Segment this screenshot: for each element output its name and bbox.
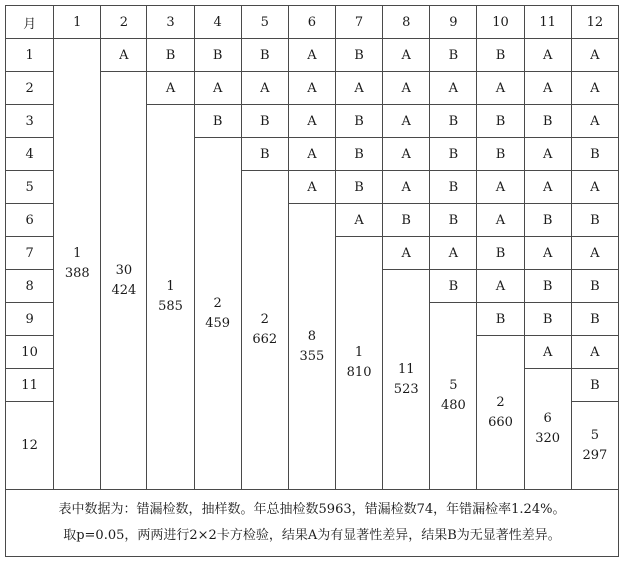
comparison-cell: B bbox=[571, 369, 618, 402]
comparison-cell: A bbox=[336, 204, 383, 237]
comparison-cell: B bbox=[241, 39, 288, 72]
missed-count: 1 bbox=[166, 279, 175, 294]
month-header-6: 6 bbox=[288, 6, 335, 39]
comparison-cell: B bbox=[430, 270, 477, 303]
month-header-4: 4 bbox=[194, 6, 241, 39]
diagonal-cell-month-8 bbox=[383, 270, 430, 490]
row-label-1: 1 bbox=[6, 39, 54, 72]
diagonal-cell-month-1 bbox=[54, 39, 101, 490]
comparison-cell: B bbox=[477, 39, 524, 72]
comparison-cell: A bbox=[288, 72, 335, 105]
sample-count: 388 bbox=[64, 266, 90, 281]
comparison-cell: A bbox=[571, 336, 618, 369]
comparison-cell: A bbox=[477, 72, 524, 105]
month-header-10: 10 bbox=[477, 6, 524, 39]
month-header-11: 11 bbox=[524, 6, 571, 39]
comparison-cell: A bbox=[288, 138, 335, 171]
sample-count: 459 bbox=[205, 315, 231, 331]
comparison-cell: B bbox=[147, 39, 194, 72]
missed-count: 2 bbox=[213, 295, 222, 311]
month-header-12: 12 bbox=[571, 6, 618, 39]
sample-count: 355 bbox=[299, 348, 325, 364]
missed-count: 1 bbox=[354, 345, 364, 360]
comparison-cell: A bbox=[524, 237, 571, 270]
comparison-cell: A bbox=[194, 72, 241, 105]
comparison-cell: B bbox=[336, 39, 383, 72]
diagonal-cell-month-5 bbox=[241, 171, 288, 490]
diagonal-cell-month-2 bbox=[101, 72, 147, 490]
comparison-cell: A bbox=[477, 270, 524, 303]
missed-count: 8 bbox=[307, 328, 317, 344]
comparison-cell: A bbox=[147, 72, 194, 105]
comparison-cell: A bbox=[241, 72, 288, 105]
header-row bbox=[6, 6, 619, 39]
comparison-cell: A bbox=[477, 171, 524, 204]
row-label-7: 7 bbox=[6, 237, 54, 270]
comparison-cell: B bbox=[571, 270, 618, 303]
missed-count: 6 bbox=[543, 411, 552, 426]
missed-count: 2 bbox=[260, 312, 269, 327]
sample-count: 585 bbox=[158, 299, 183, 314]
comparison-cell: A bbox=[524, 336, 571, 369]
comparison-cell: A bbox=[524, 72, 571, 105]
row-label-3: 3 bbox=[6, 105, 54, 138]
comparison-cell: A bbox=[524, 39, 571, 72]
comparison-cell: B bbox=[477, 105, 524, 138]
missed-count: 2 bbox=[496, 394, 505, 410]
missed-count: 11 bbox=[397, 361, 415, 377]
table-notes bbox=[6, 490, 619, 557]
comparison-cell: A bbox=[336, 72, 383, 105]
table-container bbox=[5, 5, 619, 557]
comparison-cell: B bbox=[430, 138, 477, 171]
comparison-cell: A bbox=[383, 138, 430, 171]
row-label-8: 8 bbox=[6, 270, 54, 303]
note-line-data-description: 表中数据为：错漏检数，抽样数。年总抽检数5963，错漏检数74，年错漏检率1.24%。 bbox=[58, 502, 566, 517]
sample-count: 662 bbox=[252, 332, 278, 347]
comparison-cell: A bbox=[571, 39, 618, 72]
comparison-cell: B bbox=[524, 303, 571, 336]
comparison-cell: B bbox=[477, 138, 524, 171]
comparison-cell: A bbox=[288, 171, 335, 204]
comparison-cell: B bbox=[336, 138, 383, 171]
row-label-10: 10 bbox=[6, 336, 54, 369]
note-line-test-method: 取p=0.05，两两进行2×2卡方检验，结果A为有显著性差异，结果B为无显著性差异。 bbox=[63, 528, 561, 543]
comparison-cell: A bbox=[383, 105, 430, 138]
comparison-cell: A bbox=[430, 72, 477, 105]
comparison-cell: B bbox=[524, 270, 571, 303]
comparison-cell: B bbox=[241, 105, 288, 138]
comparison-cell: B bbox=[336, 105, 383, 138]
diagonal-cell-month-10 bbox=[477, 336, 524, 490]
comparison-cell: A bbox=[477, 204, 524, 237]
comparison-cell: B bbox=[571, 204, 618, 237]
sample-count: 424 bbox=[111, 282, 137, 298]
comparison-cell: B bbox=[336, 171, 383, 204]
month-header-2: 2 bbox=[101, 6, 147, 39]
comparison-cell: B bbox=[430, 39, 477, 72]
comparison-cell: A bbox=[383, 39, 430, 72]
month-header-9: 9 bbox=[430, 6, 477, 39]
comparison-cell: A bbox=[571, 237, 618, 270]
diagonal-cell-month-12 bbox=[571, 402, 618, 490]
month-header-7: 7 bbox=[336, 6, 383, 39]
comparison-cell: A bbox=[524, 138, 571, 171]
comparison-cell: A bbox=[571, 171, 618, 204]
comparison-cell: A bbox=[383, 237, 430, 270]
comparison-cell: A bbox=[524, 171, 571, 204]
row-label-5: 5 bbox=[6, 171, 54, 204]
sample-count: 660 bbox=[488, 414, 513, 430]
month-header-1: 1 bbox=[54, 6, 101, 39]
row-label-2: 2 bbox=[6, 72, 54, 105]
comparison-cell: B bbox=[194, 105, 241, 138]
comparison-cell: A bbox=[430, 237, 477, 270]
comparison-cell: A bbox=[383, 72, 430, 105]
corner-cell: 月 bbox=[6, 6, 54, 39]
comparison-cell: B bbox=[571, 138, 618, 171]
comparison-cell: A bbox=[101, 39, 147, 72]
diagonal-cell-month-7 bbox=[336, 237, 383, 490]
sample-count: 320 bbox=[535, 431, 561, 446]
comparison-cell: B bbox=[477, 237, 524, 270]
diagonal-cell-month-3 bbox=[147, 105, 194, 490]
comparison-cell: A bbox=[288, 105, 335, 138]
diagonal-cell-month-9 bbox=[430, 303, 477, 490]
missed-count: 5 bbox=[449, 378, 458, 393]
missed-count: 30 bbox=[115, 262, 133, 278]
comparison-cell: B bbox=[383, 204, 430, 237]
diagonal-cell-month-4 bbox=[194, 138, 241, 490]
row-label-12: 12 bbox=[6, 402, 54, 490]
comparison-cell: B bbox=[430, 204, 477, 237]
diagonal-cell-month-11 bbox=[524, 369, 571, 490]
month-header-3: 3 bbox=[147, 6, 194, 39]
comparison-cell: B bbox=[524, 105, 571, 138]
comparison-cell: B bbox=[571, 303, 618, 336]
comparison-cell: B bbox=[241, 138, 288, 171]
month-header-5: 5 bbox=[241, 6, 288, 39]
row-label-6: 6 bbox=[6, 204, 54, 237]
diagonal-cell-month-6 bbox=[288, 204, 335, 490]
sample-count: 523 bbox=[393, 381, 419, 397]
comparison-cell: B bbox=[194, 39, 241, 72]
sample-count: 810 bbox=[346, 365, 372, 380]
comparison-cell: B bbox=[524, 204, 571, 237]
comparison-cell: B bbox=[477, 303, 524, 336]
sample-count: 480 bbox=[440, 398, 466, 413]
sample-count: 297 bbox=[582, 447, 608, 463]
comparison-cell: A bbox=[571, 72, 618, 105]
comparison-cell: B bbox=[430, 171, 477, 204]
month-header-8: 8 bbox=[383, 6, 430, 39]
row-label-4: 4 bbox=[6, 138, 54, 171]
row-label-9: 9 bbox=[6, 303, 54, 336]
missed-count: 1 bbox=[73, 246, 82, 261]
notes-row bbox=[6, 490, 619, 557]
missed-count: 5 bbox=[590, 427, 599, 443]
comparison-cell: A bbox=[383, 171, 430, 204]
comparison-cell: B bbox=[430, 105, 477, 138]
comparison-cell: A bbox=[571, 105, 618, 138]
table-row bbox=[6, 39, 619, 72]
pairwise-comparison-table bbox=[5, 5, 619, 557]
comparison-cell: A bbox=[288, 39, 335, 72]
row-label-11: 11 bbox=[6, 369, 54, 402]
